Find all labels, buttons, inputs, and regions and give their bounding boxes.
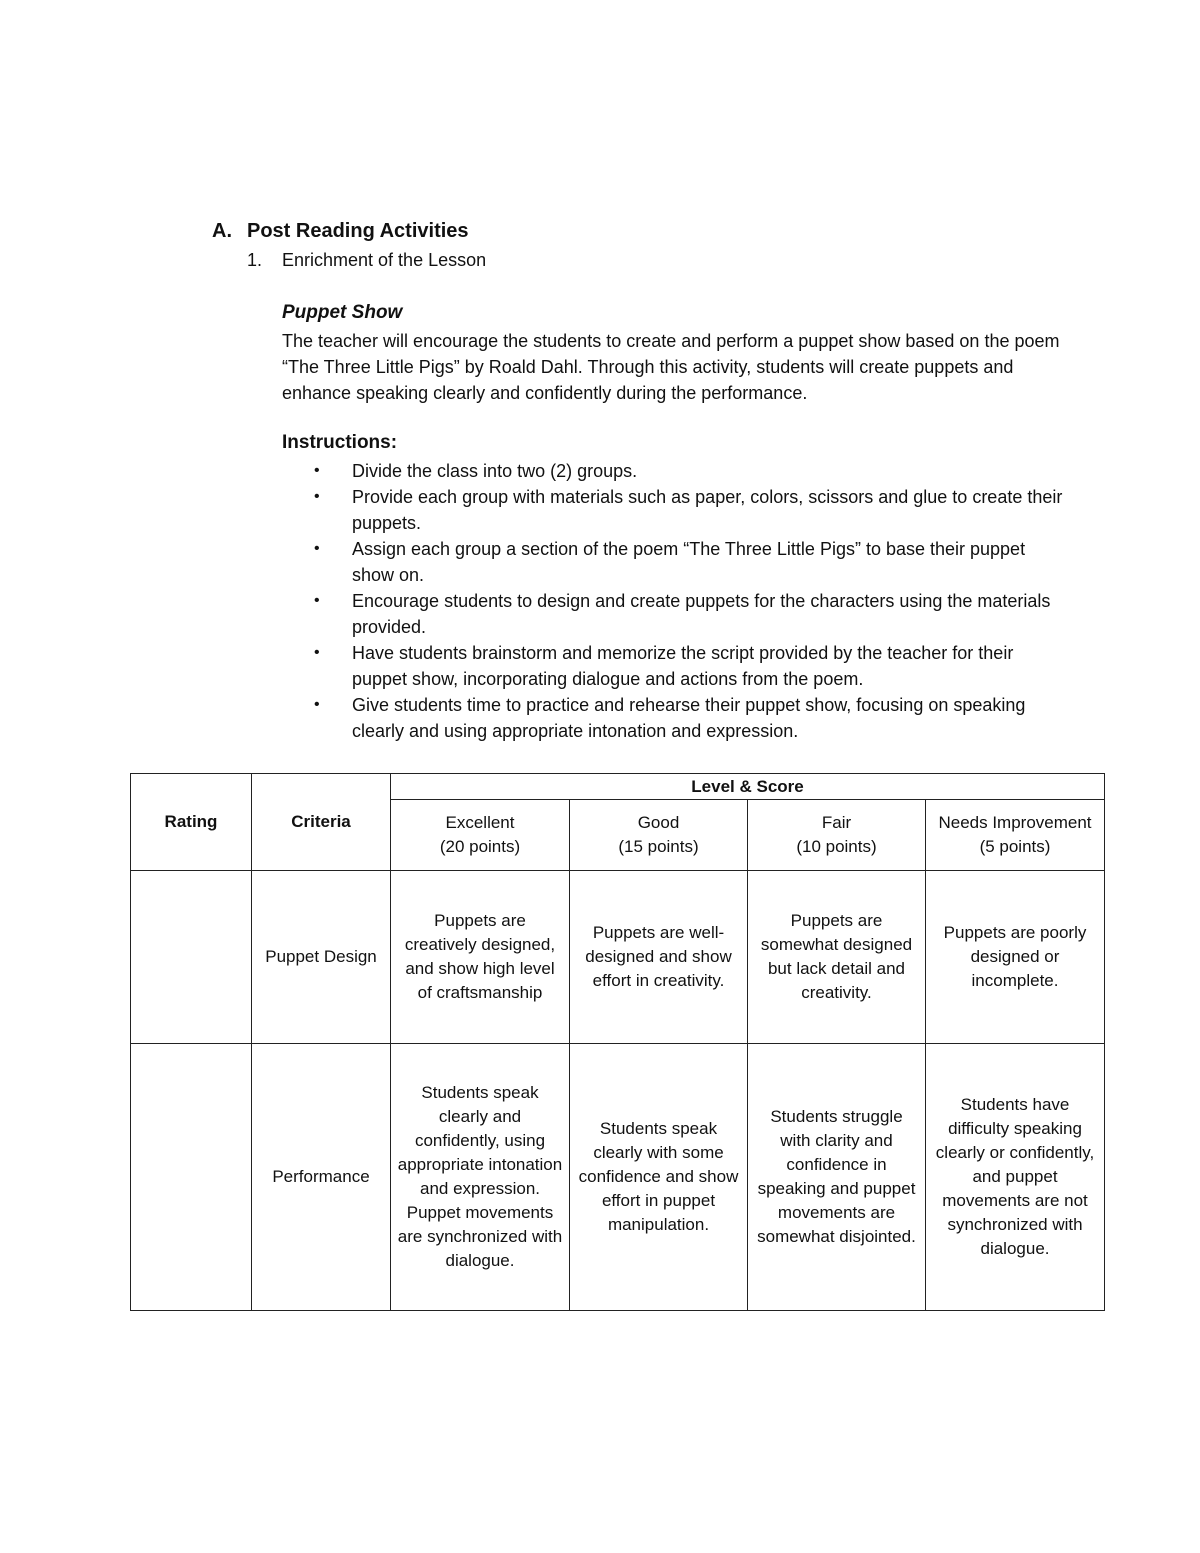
list-item-text: Divide the class into two (2) groups. <box>352 461 638 481</box>
bullet-icon: • <box>314 540 320 557</box>
list-item-text: Have students brainstorm and memorize the script provided by the teacher for their puppet show, incorporating dialogue and actions from the poem. <box>352 643 1014 689</box>
level-points: (10 points) <box>796 837 877 856</box>
list-item <box>282 484 1072 536</box>
level-header-fair <box>748 800 926 871</box>
rating-cell <box>131 1044 252 1311</box>
table-cell: Puppets are well-designed and show effort in creativity. <box>570 871 748 1044</box>
list-item <box>282 588 1072 640</box>
table-header-row <box>131 774 1105 800</box>
activity-title: Puppet Show <box>282 302 403 323</box>
list-item <box>282 536 1072 588</box>
level-header-needs-improvement <box>926 800 1105 871</box>
list-item-text: Encourage students to design and create puppets for the characters using the materials provided. <box>352 591 1051 637</box>
bullet-icon: • <box>314 462 320 479</box>
activity-description: The teacher will encourage the students to create and perform a puppet show based on the poem “The Three Little Pigs” by Roald Dahl. Through this activity, students will create puppets and enhance speaking clearly and confidently during the performance. <box>282 331 1060 403</box>
level-points: (5 points) <box>979 837 1051 856</box>
bullet-icon: • <box>314 696 320 713</box>
level-points: (15 points) <box>618 837 699 856</box>
numbered-item <box>247 250 486 271</box>
list-item-text: Assign each group a section of the poem “The Three Little Pigs” to base their puppet show on. <box>352 539 1026 585</box>
item-label: Enrichment of the Lesson <box>282 250 487 270</box>
table-cell: Students speak clearly and confidently, using appropriate intonation and expression. Puppet movements are synchronized with dialogue. <box>391 1044 570 1311</box>
rubric-table <box>130 773 1105 1311</box>
rating-cell <box>131 871 252 1044</box>
section-heading <box>212 220 469 243</box>
level-name: Good <box>637 813 680 832</box>
level-points: (20 points) <box>439 837 521 856</box>
level-name: Excellent <box>445 813 515 832</box>
instructions-list <box>282 458 1072 744</box>
table-cell: Puppets are poorly designed or incomplete. <box>926 871 1105 1044</box>
list-item-text: Provide each group with materials such as paper, colors, scissors and glue to create their puppets. <box>352 487 1063 533</box>
level-name: Fair <box>821 813 852 832</box>
level-name: Needs Improvement <box>938 813 1092 832</box>
table-cell: Puppets are creatively designed, and show high level of craftsmanship <box>391 871 570 1044</box>
list-item <box>282 640 1072 692</box>
table-row <box>131 871 1105 1044</box>
table-cell: Students speak clearly with some confidence and show effort in puppet manipulation. <box>570 1044 748 1311</box>
table-cell: Puppets are somewhat designed but lack detail and creativity. <box>748 871 926 1044</box>
list-item <box>282 692 1072 744</box>
instructions-title: Instructions: <box>282 432 398 453</box>
section-title: Post Reading Activities <box>247 220 469 242</box>
bullet-icon: • <box>314 488 320 505</box>
list-item-text: Give students time to practice and rehearse their puppet show, focusing on speaking clearly and using appropriate intonation and expression. <box>352 695 1026 741</box>
criteria-header: Criteria <box>252 774 391 871</box>
item-number: 1. <box>247 250 263 270</box>
table-cell: Students have difficulty speaking clearly or confidently, and puppet movements are not synchronized with dialogue. <box>926 1044 1105 1311</box>
table-cell: Students struggle with clarity and confidence in speaking and puppet movements are somewhat disjointed. <box>748 1044 926 1311</box>
criterion-cell: Performance <box>252 1044 391 1311</box>
level-header-excellent <box>391 800 570 871</box>
list-item <box>282 458 1072 484</box>
activity-content <box>282 300 1072 744</box>
rating-header: Rating <box>131 774 252 871</box>
table-row <box>131 1044 1105 1311</box>
section-marker: A. <box>212 220 232 242</box>
level-header-good <box>570 800 748 871</box>
criterion-cell: Puppet Design <box>252 871 391 1044</box>
bullet-icon: • <box>314 644 320 661</box>
bullet-icon: • <box>314 592 320 609</box>
level-score-header: Level & Score <box>391 774 1105 800</box>
